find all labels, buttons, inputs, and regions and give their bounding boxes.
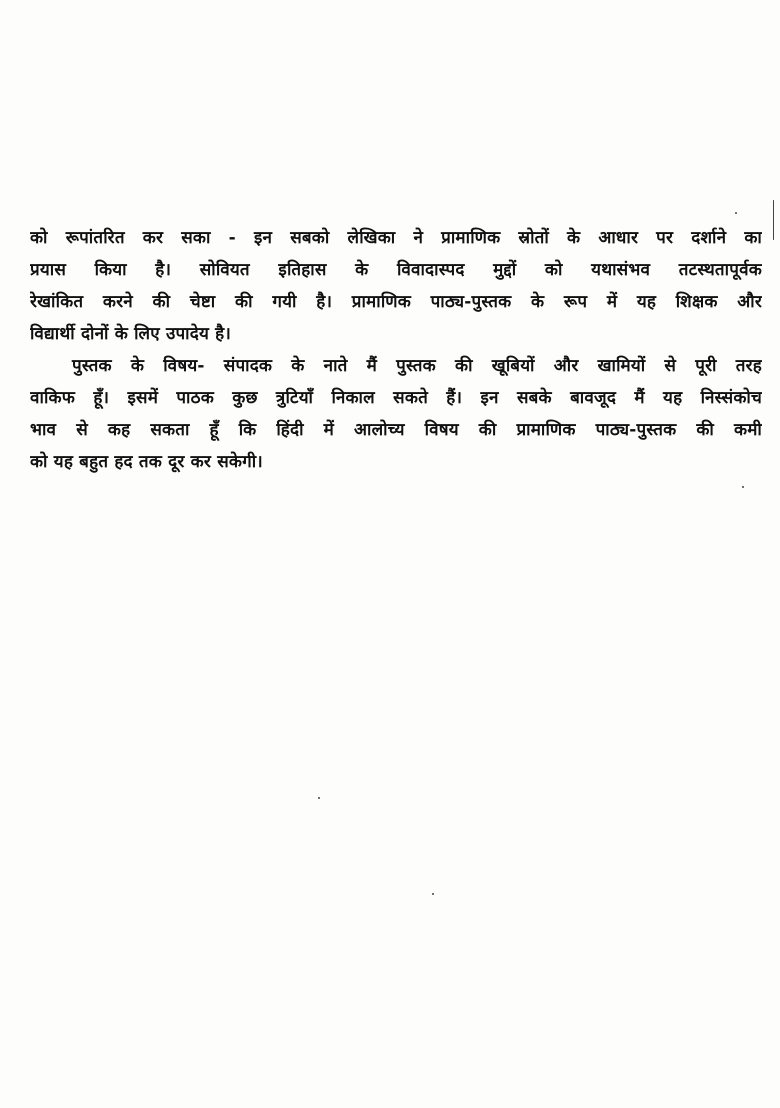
scan-speck <box>735 212 737 214</box>
scan-speck <box>432 893 434 895</box>
paragraph-2 <box>30 350 762 478</box>
paragraph-line: भाव से कह सकता हूँ कि हिंदी में आलोच्य विषय की प्रामाणिक पाठ्य-पुस्तक की कमी <box>30 420 762 440</box>
paragraph-line: पुस्तक के विषय- संपादक के नाते मैं पुस्तक की खूबियों और खामियों से पूरी तरह <box>72 356 762 376</box>
scan-speck <box>742 486 744 488</box>
scan-speck <box>773 200 774 240</box>
body-text <box>30 222 762 478</box>
scan-speck <box>318 797 320 799</box>
paragraph-line: रेखांकित करने की चेष्टा की गयी है। प्रामाणिक पाठ्य-पुस्तक के रूप में यह शिक्षक और <box>30 292 762 312</box>
paragraph-line: वाकिफ हूँ। इसमें पाठक कुछ त्रुटियाँ निकाल सकते हैं। इन सबके बावजूद मैं यह निस्संकोच <box>30 388 762 408</box>
paragraph-line: को यह बहुत हद तक दूर कर सकेगी। <box>30 452 263 472</box>
paragraph-1 <box>30 222 762 350</box>
paragraph-line: विद्यार्थी दोनों के लिए उपादेय है। <box>30 324 232 344</box>
paragraph-line: को रूपांतरित कर सका - इन सबको लेखिका ने प्रामाणिक स्रोतों के आधार पर दर्शाने का <box>30 228 762 248</box>
paragraph-line: प्रयास किया है। सोवियत इतिहास के विवादास्पद मुद्दों को यथासंभव तटस्थतापूर्वक <box>30 260 762 280</box>
